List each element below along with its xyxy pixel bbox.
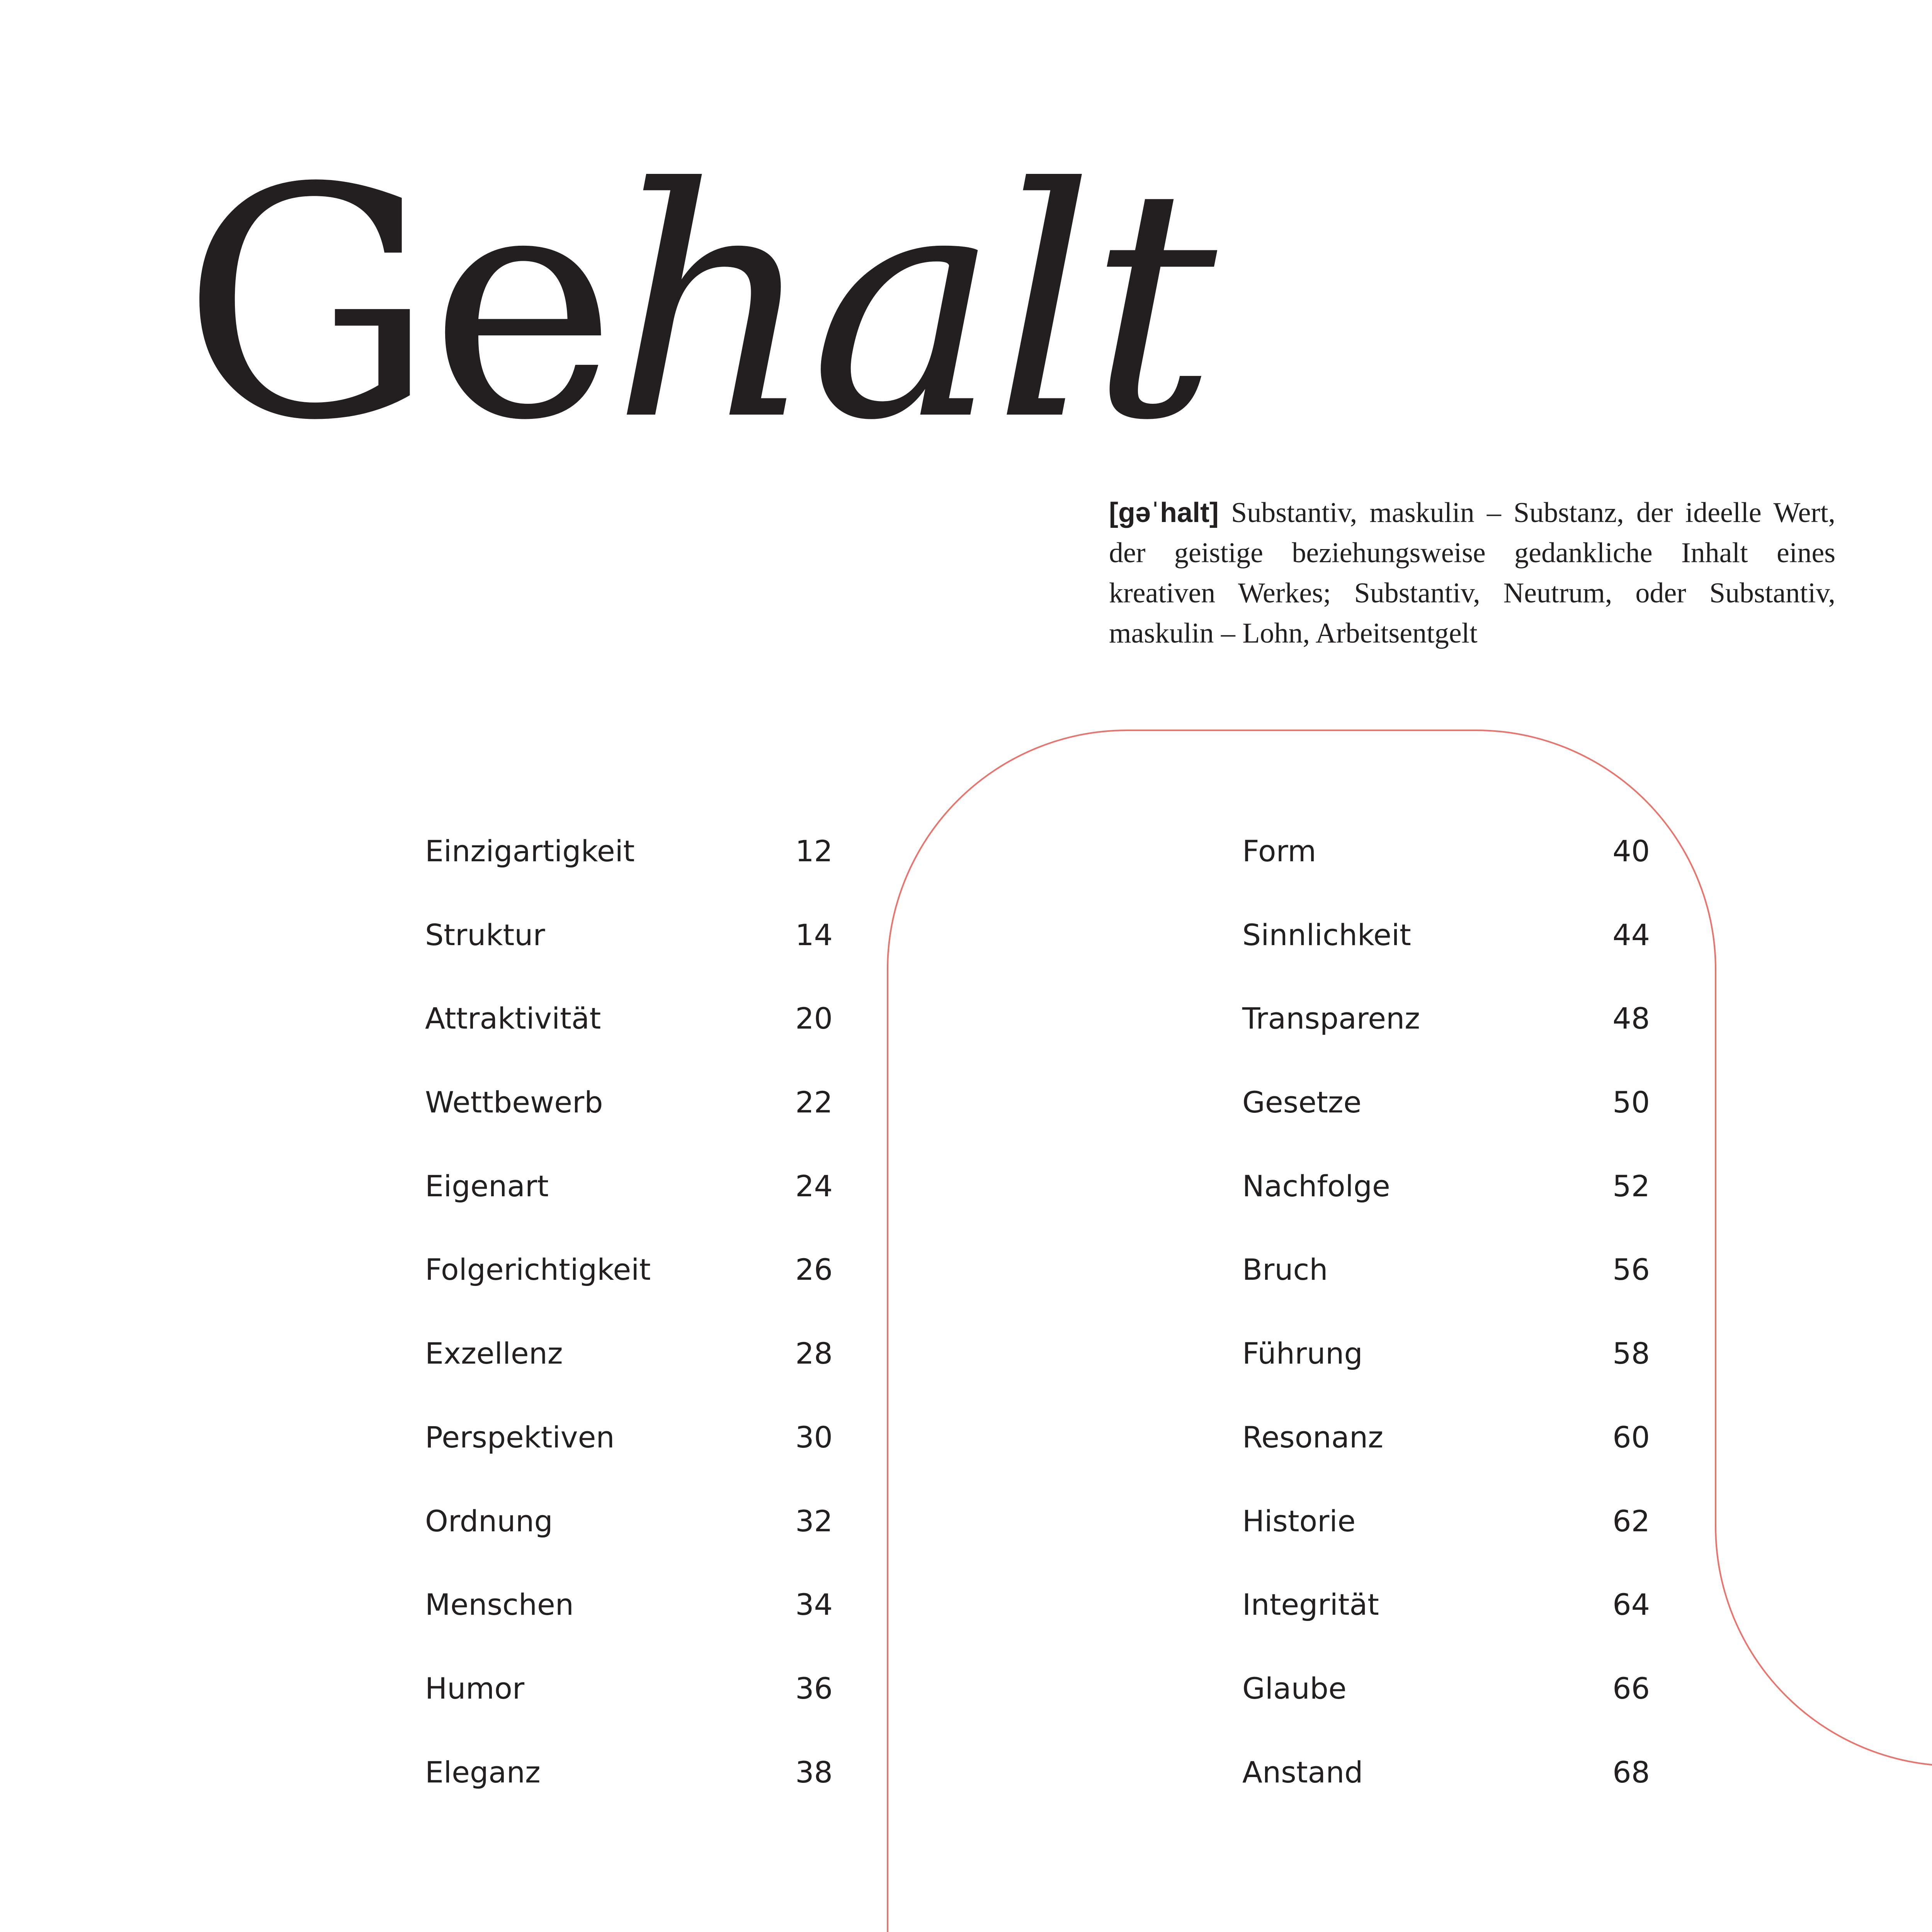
toc-entry[interactable] xyxy=(425,1252,833,1339)
toc-entry[interactable] xyxy=(1242,1085,1650,1172)
toc-page-number: 66 xyxy=(1612,1671,1650,1706)
toc-entry-title: Resonanz xyxy=(1242,1420,1384,1454)
toc-page-number: 30 xyxy=(795,1420,833,1454)
toc-page-number: 58 xyxy=(1612,1336,1650,1371)
toc-entry-title: Attraktivität xyxy=(425,1001,601,1036)
toc-entry[interactable] xyxy=(1242,1755,1650,1842)
toc-page-number: 20 xyxy=(795,1001,833,1036)
toc-entry[interactable] xyxy=(1242,834,1650,920)
toc-page-number: 14 xyxy=(795,917,833,952)
toc-page-number: 32 xyxy=(795,1503,833,1538)
toc-page-number: 50 xyxy=(1612,1085,1650,1120)
title-part-upright: Ge xyxy=(182,121,612,490)
toc-entry[interactable] xyxy=(425,1755,833,1842)
toc-entry[interactable] xyxy=(425,834,833,920)
toc-entry-title: Ordnung xyxy=(425,1503,553,1538)
toc-column-right xyxy=(1242,834,1650,1841)
toc-entry[interactable] xyxy=(425,1085,833,1172)
toc-entry-title: Sinnlichkeit xyxy=(1242,917,1411,952)
toc-page-number: 44 xyxy=(1612,917,1650,952)
toc-entry-title: Folgerichtigkeit xyxy=(425,1252,651,1287)
toc-entry[interactable] xyxy=(425,1671,833,1758)
toc-page-number: 56 xyxy=(1612,1252,1650,1287)
toc-entry-title: Nachfolge xyxy=(1242,1168,1390,1203)
toc-entry[interactable] xyxy=(1242,1671,1650,1758)
toc-entry[interactable] xyxy=(1242,1001,1650,1088)
toc-entry[interactable] xyxy=(1242,917,1650,1004)
toc-page-number: 36 xyxy=(795,1671,833,1706)
toc-page-number: 62 xyxy=(1612,1503,1650,1538)
toc-entry-title: Eigenart xyxy=(425,1168,549,1203)
toc-page-number: 60 xyxy=(1612,1420,1650,1454)
toc-entry[interactable] xyxy=(425,1587,833,1674)
toc-entry[interactable] xyxy=(425,917,833,1004)
toc-entry[interactable] xyxy=(1242,1503,1650,1590)
toc-entry-title: Führung xyxy=(1242,1336,1363,1371)
toc-entry-title: Transparenz xyxy=(1242,1001,1420,1036)
toc-page-number: 68 xyxy=(1612,1755,1650,1789)
toc-entry-title: Einzigartigkeit xyxy=(425,834,635,868)
toc-entry-title: Exzellenz xyxy=(425,1336,563,1371)
toc-entry[interactable] xyxy=(1242,1336,1650,1423)
toc-entry-title: Integrität xyxy=(1242,1587,1379,1622)
toc-page-number: 34 xyxy=(795,1587,833,1622)
toc-entry-title: Wettbewerb xyxy=(425,1085,603,1120)
toc-entry-title: Perspektiven xyxy=(425,1420,615,1454)
definition-text: Substantiv, maskulin – Substanz, der ideelle Wert, der geistige beziehungsweise gedankliche Inhalt eines kreativen Werkes; Substantiv, Neutrum, oder Substantiv, maskulin – Lohn, Arbeitsentgelt xyxy=(1109,497,1835,649)
toc-entry-title: Anstand xyxy=(1242,1755,1363,1789)
toc-page-number: 26 xyxy=(795,1252,833,1287)
toc-entry-title: Form xyxy=(1242,834,1316,868)
toc-entry[interactable] xyxy=(425,1001,833,1088)
toc-entry-title: Gesetze xyxy=(1242,1085,1362,1120)
toc-entry-title: Menschen xyxy=(425,1587,574,1622)
toc-page-number: 22 xyxy=(795,1085,833,1120)
toc-entry[interactable] xyxy=(425,1336,833,1423)
toc-page-number: 40 xyxy=(1612,834,1650,868)
toc-entry-title: Humor xyxy=(425,1671,525,1706)
dictionary-definition xyxy=(1109,493,1835,653)
toc-entry-title: Historie xyxy=(1242,1503,1356,1538)
toc-column-left xyxy=(425,834,833,1841)
toc-entry[interactable] xyxy=(1242,1252,1650,1339)
toc-entry[interactable] xyxy=(1242,1420,1650,1507)
toc-entry[interactable] xyxy=(1242,1587,1650,1674)
toc-page-number: 48 xyxy=(1612,1001,1650,1036)
pronunciation: [gəˈhalt] xyxy=(1109,497,1219,528)
toc-page-number: 52 xyxy=(1612,1168,1650,1203)
toc-page-number: 28 xyxy=(795,1336,833,1371)
toc-page-number: 12 xyxy=(795,834,833,868)
title-part-italic: halt xyxy=(611,121,1212,490)
toc-entry[interactable] xyxy=(425,1503,833,1590)
toc-page-number: 64 xyxy=(1612,1587,1650,1622)
toc-entry-title: Glaube xyxy=(1242,1671,1347,1706)
toc-page-number: 38 xyxy=(795,1755,833,1789)
toc-entry-title: Bruch xyxy=(1242,1252,1328,1287)
toc-page-number: 24 xyxy=(795,1168,833,1203)
page-title xyxy=(182,121,1212,490)
toc-entry[interactable] xyxy=(425,1168,833,1255)
toc-entry[interactable] xyxy=(425,1420,833,1507)
toc-entry-title: Eleganz xyxy=(425,1755,541,1789)
toc-entry[interactable] xyxy=(1242,1168,1650,1255)
toc-entry-title: Struktur xyxy=(425,917,545,952)
